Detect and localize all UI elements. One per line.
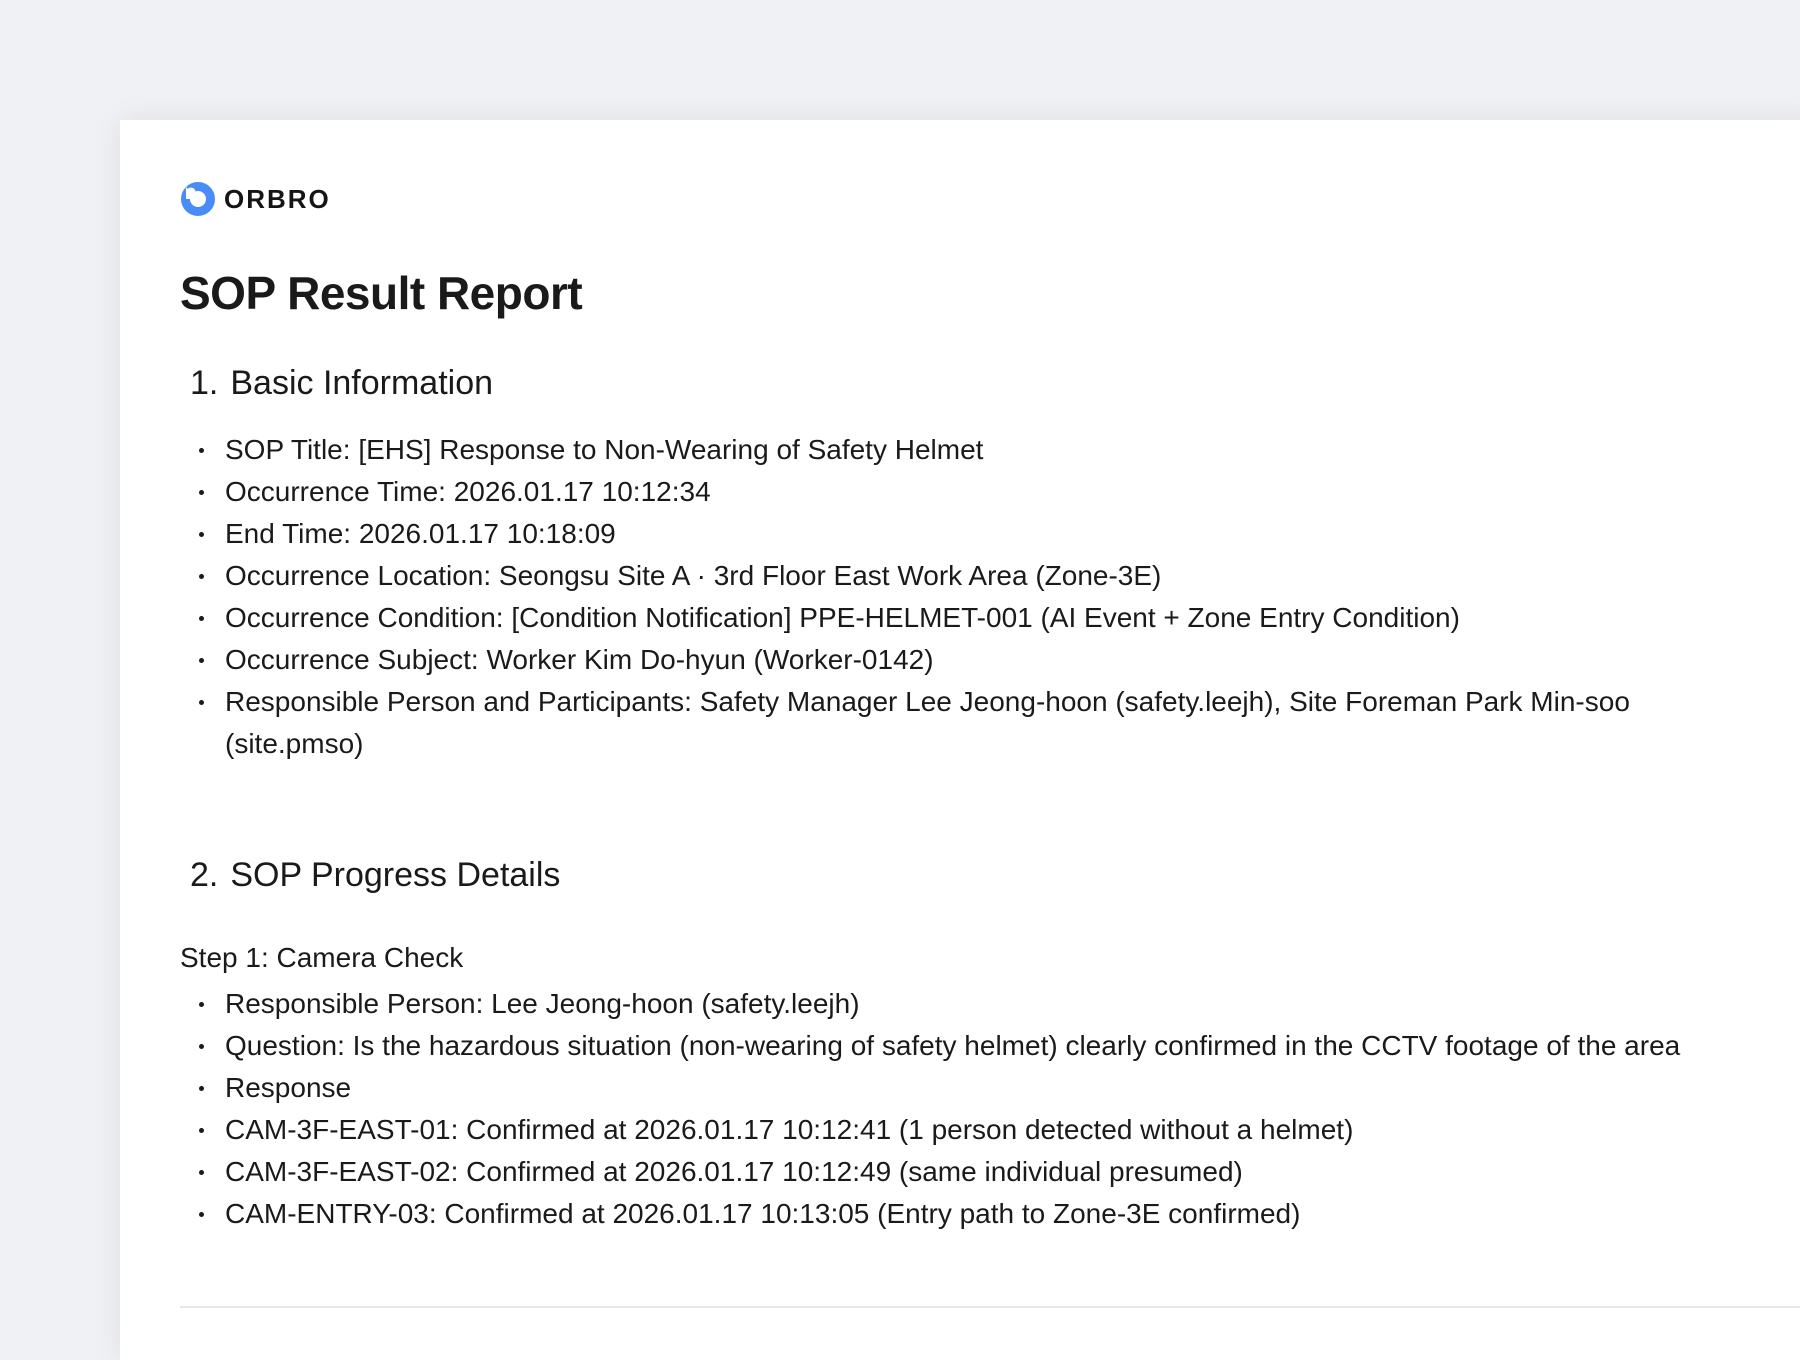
- list-item: Occurrence Subject: Worker Kim Do-hyun (Worker-0142): [180, 639, 1800, 681]
- basic-information-list: [180, 429, 1800, 765]
- list-item: Occurrence Condition: [Condition Notification] PPE-HELMET-001 (AI Event + Zone Entry Condition): [180, 597, 1800, 639]
- list-item-responsible-persons: [180, 681, 1800, 765]
- page-title: SOP Result Report: [180, 267, 583, 319]
- list-item-line: (site.pmso): [225, 728, 364, 759]
- list-item: CAM-3F-EAST-01: Confirmed at 2026.01.17 10:12:41 (1 person detected without a helmet): [180, 1109, 1800, 1151]
- step1-details-list: [180, 983, 1800, 1235]
- section-heading-sop-progress-details: [190, 856, 560, 895]
- section-title: Basic Information: [230, 364, 494, 402]
- orbro-ring-logo-icon: [180, 181, 216, 217]
- list-item: Response: [180, 1067, 1800, 1109]
- section-number: 2.: [190, 856, 219, 894]
- list-item: SOP Title: [EHS] Response to Non-Wearing of Safety Helmet: [180, 429, 1800, 471]
- brand-name: ORBRO: [224, 183, 331, 214]
- step-heading-camera-check: Step 1: Camera Check: [180, 942, 464, 973]
- list-item: CAM-3F-EAST-02: Confirmed at 2026.01.17 10:12:49 (same individual presumed): [180, 1151, 1800, 1193]
- list-item: Responsible Person: Lee Jeong-hoon (safety.leejh): [180, 983, 1800, 1025]
- section-number: 1.: [190, 364, 219, 402]
- list-item: Occurrence Time: 2026.01.17 10:12:34: [180, 471, 1800, 513]
- list-item: CAM-ENTRY-03: Confirmed at 2026.01.17 10:13:05 (Entry path to Zone-3E confirmed): [180, 1193, 1800, 1235]
- list-item: Question: Is the hazardous situation (non-wearing of safety helmet) clearly confirmed in the CCTV footage of the area: [180, 1025, 1800, 1067]
- report-page: [120, 120, 1800, 1360]
- list-item: End Time: 2026.01.17 10:18:09: [180, 513, 1800, 555]
- list-item: Occurrence Location: Seongsu Site A · 3rd Floor East Work Area (Zone-3E): [180, 555, 1800, 597]
- section-divider: [180, 1306, 1800, 1308]
- section-heading-basic-information: [190, 364, 493, 403]
- list-item-line: Responsible Person and Participants: Safety Manager Lee Jeong-hoon (safety.leejh), Site Foreman Park Min-soo: [225, 686, 1630, 717]
- brand-logo: [180, 180, 331, 218]
- section-title: SOP Progress Details: [230, 856, 561, 894]
